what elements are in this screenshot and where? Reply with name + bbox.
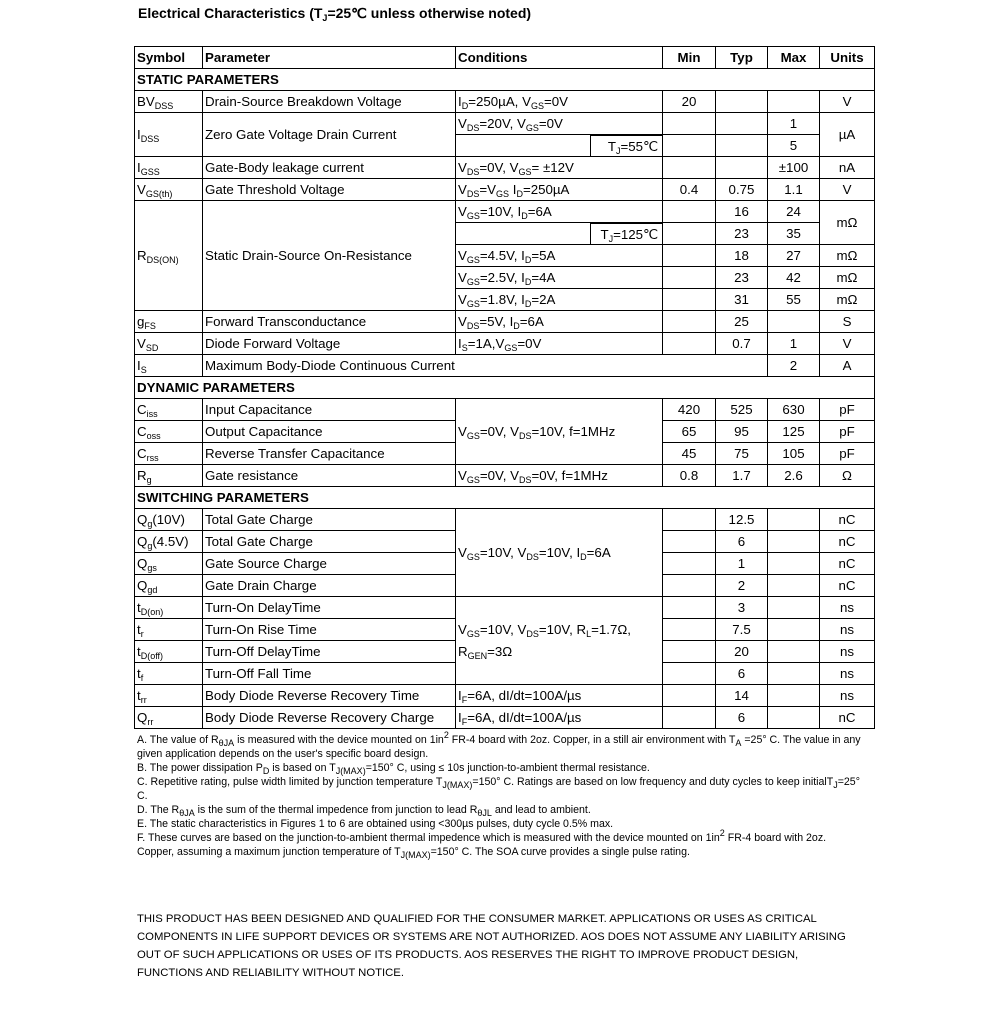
symbol-cell: $Q_{rr}$ xyxy=(135,707,203,729)
symbol-cell: $t_r$ xyxy=(135,619,203,641)
header-parameter: Parameter xyxy=(203,47,456,69)
footnote-d: D. The $R_{\theta JA}$ is the sum of the thermal impedence from junction to lead $R_{\theta JL}$ and lead to ambient. xyxy=(137,804,591,818)
symbol-cell: $Q_{gs}$ xyxy=(135,553,203,575)
conditions-cell: $V_{GS}=0V$, $V_{DS}=10V$, f=1MHz xyxy=(456,399,663,465)
parameter-cell: Gate Source Charge xyxy=(203,553,456,575)
min-cell xyxy=(663,157,716,179)
table-row xyxy=(135,355,875,377)
typ-cell xyxy=(716,113,768,135)
symbol-cell: $R_{DS(ON)}$ xyxy=(135,201,203,311)
symbol-cell: $C_{rss}$ xyxy=(135,443,203,465)
table-row xyxy=(135,399,875,421)
electrical-characteristics-table xyxy=(134,46,875,729)
typ-cell: 2 xyxy=(716,575,768,597)
parameter-cell: Total Gate Charge xyxy=(203,509,456,531)
min-cell xyxy=(663,575,716,597)
max-cell: 630 xyxy=(768,399,820,421)
typ-cell: 20 xyxy=(716,641,768,663)
section-row xyxy=(135,377,875,399)
parameter-cell: Turn-Off Fall Time xyxy=(203,663,456,685)
table-row xyxy=(135,707,875,729)
conditions-cell: $V_{GS}=0V$, $V_{DS}=0V$, f=1MHz xyxy=(456,465,663,487)
max-cell: 2 xyxy=(768,355,820,377)
units-cell: mΩ xyxy=(820,289,875,311)
min-cell xyxy=(663,289,716,311)
min-cell xyxy=(663,245,716,267)
header-units: Units xyxy=(820,47,875,69)
section-dynamic: DYNAMIC PARAMETERS xyxy=(135,377,875,399)
min-cell: 420 xyxy=(663,399,716,421)
min-cell xyxy=(663,553,716,575)
footnote-b: B. The power dissipation $P_D$ is based on $T_{J(MAX)}=150^\circ$ C, using ≤ 10s junction-to-ambient thermal resistance. xyxy=(137,762,650,776)
max-cell: 24 xyxy=(768,201,820,223)
header-conditions: Conditions xyxy=(456,47,663,69)
conditions-cell: $V_{GS}=10V$, $V_{DS}=10V$, $R_L=1.7\Omega$, $R_{GEN}=3\Omega$ xyxy=(456,597,663,685)
units-cell: mΩ xyxy=(820,267,875,289)
min-cell: 20 xyxy=(663,91,716,113)
parameter-cell: Gate resistance xyxy=(203,465,456,487)
max-cell xyxy=(768,597,820,619)
symbol-cell: $R_g$ xyxy=(135,465,203,487)
typ-cell: 31 xyxy=(716,289,768,311)
conditions-cell: $V_{DS}=V_{GS}$ $I_D=250\mu A$ xyxy=(456,179,663,201)
header-min: Min xyxy=(663,47,716,69)
conditions-cell: $V_{DS}=0V$, $V_{GS}= \pm 12V$ xyxy=(456,157,663,179)
typ-cell xyxy=(716,135,768,157)
parameter-cell: Zero Gate Voltage Drain Current xyxy=(203,113,456,157)
max-cell: ±100 xyxy=(768,157,820,179)
units-cell: nC xyxy=(820,707,875,729)
table-row xyxy=(135,685,875,707)
parameter-cell: Gate-Body leakage current xyxy=(203,157,456,179)
typ-cell: 1 xyxy=(716,553,768,575)
symbol-cell: $C_{oss}$ xyxy=(135,421,203,443)
min-cell xyxy=(663,267,716,289)
min-cell xyxy=(663,685,716,707)
units-cell: Ω xyxy=(820,465,875,487)
conditions-cell: $V_{GS}=10V$, $V_{DS}=10V$, $I_D=6A$ xyxy=(456,509,663,597)
symbol-cell: $BV_{DSS}$ xyxy=(135,91,203,113)
parameter-cell: Body Diode Reverse Recovery Time xyxy=(203,685,456,707)
max-cell: 5 xyxy=(768,135,820,157)
max-cell xyxy=(768,553,820,575)
max-cell xyxy=(768,641,820,663)
parameter-cell: Output Capacitance xyxy=(203,421,456,443)
symbol-cell: $t_{D(off)}$ xyxy=(135,641,203,663)
min-cell xyxy=(663,597,716,619)
units-cell: pF xyxy=(820,443,875,465)
conditions-cell: $V_{GS}=1.8V$, $I_D=2A$ xyxy=(456,289,663,311)
header-max: Max xyxy=(768,47,820,69)
table-row xyxy=(135,91,875,113)
conditions-cell: $I_F=6A$, dI/dt=100A/µs xyxy=(456,707,663,729)
max-cell: 42 xyxy=(768,267,820,289)
max-cell xyxy=(768,91,820,113)
conditions-cell: $V_{DS}=20V$, $V_{GS}=0V$ xyxy=(456,113,663,135)
units-cell: ns xyxy=(820,685,875,707)
typ-cell xyxy=(716,157,768,179)
typ-cell: 16 xyxy=(716,201,768,223)
min-cell xyxy=(663,707,716,729)
symbol-cell: $g_{FS}$ xyxy=(135,311,203,333)
max-cell: 1.1 xyxy=(768,179,820,201)
section-static: STATIC PARAMETERS xyxy=(135,69,875,91)
parameter-cell: Input Capacitance xyxy=(203,399,456,421)
section-row xyxy=(135,487,875,509)
typ-cell: 0.7 xyxy=(716,333,768,355)
typ-cell xyxy=(716,91,768,113)
disclaimer-text: THIS PRODUCT HAS BEEN DESIGNED AND QUALIFIED FOR THE CONSUMER MARKET. APPLICATIONS OR USES AS CRITICAL COMPONENTS IN LIFE SUPPORT DEVICES OR SYSTEMS ARE NOT AUTHORIZED. AOS DOES NOT ASSUME ANY LIABILITY ARISING OUT OF SUCH APPLICATIONS OR USES OF ITS PRODUCTS. AOS RESERVES THE RIGHT TO IMPROVE PRODUCT DESIGN, FUNCTIONS AND RELIABILITY WITHOUT NOTICE. xyxy=(137,913,846,979)
min-cell xyxy=(663,641,716,663)
parameter-cell: Diode Forward Voltage xyxy=(203,333,456,355)
table-row xyxy=(135,157,875,179)
min-cell: 0.4 xyxy=(663,179,716,201)
parameter-cell: Drain-Source Breakdown Voltage xyxy=(203,91,456,113)
symbol-cell: $Q_{gd}$ xyxy=(135,575,203,597)
units-cell: pF xyxy=(820,399,875,421)
parameter-cell: Turn-Off DelayTime xyxy=(203,641,456,663)
table-row xyxy=(135,333,875,355)
min-cell xyxy=(663,201,716,223)
typ-cell: 525 xyxy=(716,399,768,421)
typ-cell: 6 xyxy=(716,663,768,685)
symbol-cell: $t_f$ xyxy=(135,663,203,685)
conditions-cell xyxy=(456,223,663,245)
conditions-cell: $V_{GS}=4.5V$, $I_D=5A$ xyxy=(456,245,663,267)
max-cell: 125 xyxy=(768,421,820,443)
symbol-cell: $Q_g(4.5V)$ xyxy=(135,531,203,553)
max-cell xyxy=(768,509,820,531)
typ-cell: 3 xyxy=(716,597,768,619)
max-cell xyxy=(768,707,820,729)
section-switching: SWITCHING PARAMETERS xyxy=(135,487,875,509)
min-cell xyxy=(663,333,716,355)
max-cell xyxy=(768,531,820,553)
typ-cell: 18 xyxy=(716,245,768,267)
symbol-cell: $I_S$ xyxy=(135,355,203,377)
typ-cell: 0.75 xyxy=(716,179,768,201)
max-cell xyxy=(768,685,820,707)
typ-cell: 7.5 xyxy=(716,619,768,641)
typ-cell: 1.7 xyxy=(716,465,768,487)
conditions-cell: $I_F=6A$, dI/dt=100A/µs xyxy=(456,685,663,707)
units-cell: ns xyxy=(820,663,875,685)
max-cell: 105 xyxy=(768,443,820,465)
symbol-cell: $t_{rr}$ xyxy=(135,685,203,707)
table-row xyxy=(135,311,875,333)
max-cell: 1 xyxy=(768,113,820,135)
parameter-cell: Forward Transconductance xyxy=(203,311,456,333)
footnote-f: F. These curves are based on the junction-to-ambient thermal impedence which is measured with the device mounted on $1in^2$ FR-4 board with 2oz. Copper, assuming a maximum junction temperature of $T_{J(MAX)}=150^\circ$ C. The SOA curve provides a single pulse rating. xyxy=(137,828,827,860)
typ-cell: 14 xyxy=(716,685,768,707)
max-cell xyxy=(768,619,820,641)
min-cell xyxy=(663,509,716,531)
typ-cell: 6 xyxy=(716,707,768,729)
max-cell xyxy=(768,663,820,685)
symbol-cell: $V_{GS(th)}$ xyxy=(135,179,203,201)
typ-cell: 23 xyxy=(716,267,768,289)
typ-cell: 12.5 xyxy=(716,509,768,531)
parameter-cell: Body Diode Reverse Recovery Charge xyxy=(203,707,456,729)
max-cell xyxy=(768,311,820,333)
min-cell xyxy=(663,619,716,641)
section-row xyxy=(135,69,875,91)
units-cell: nC xyxy=(820,509,875,531)
table-row xyxy=(135,201,875,223)
max-cell xyxy=(768,575,820,597)
units-cell: nA xyxy=(820,157,875,179)
units-cell: V xyxy=(820,333,875,355)
units-cell: ns xyxy=(820,597,875,619)
min-cell: 65 xyxy=(663,421,716,443)
conditions-cell: $V_{GS}=2.5V$, $I_D=4A$ xyxy=(456,267,663,289)
units-cell: ns xyxy=(820,619,875,641)
footnote-a: A. The value of $R_{\theta JA}$ is measured with the device mounted on $1in^2$ FR-4 board with 2oz. Copper, in a still air environment with $T_A =25^\circ$ C. The value in any given application depends on the user's specific board design. xyxy=(137,730,861,760)
symbol-cell: $V_{SD}$ xyxy=(135,333,203,355)
typ-cell: 6 xyxy=(716,531,768,553)
table-row xyxy=(135,113,875,135)
temp-condition: $T_J=125℃$ xyxy=(591,224,663,245)
units-cell: pF xyxy=(820,421,875,443)
conditions-cell: $V_{GS}=10V$, $I_D=6A$ xyxy=(456,201,663,223)
units-cell: V xyxy=(820,179,875,201)
page-title: Electrical Characteristics ($T_J=25℃$ unless otherwise noted) xyxy=(138,5,532,23)
conditions-cell: $I_S=1A,V_{GS}=0V$ xyxy=(456,333,663,355)
units-cell: V xyxy=(820,91,875,113)
typ-cell: 23 xyxy=(716,223,768,245)
min-cell xyxy=(663,311,716,333)
parameter-cell: Gate Drain Charge xyxy=(203,575,456,597)
conditions-cell: $V_{DS}=5V$, $I_D=6A$ xyxy=(456,311,663,333)
parameter-cell: Maximum Body-Diode Continuous Current xyxy=(203,355,768,377)
footnote-e: E. The static characteristics in Figures 1 to 6 are obtained using <300µs pulses, duty cycle 0.5% max. xyxy=(137,818,614,830)
footnotes xyxy=(137,730,862,860)
symbol-cell: $I_{DSS}$ xyxy=(135,113,203,157)
min-cell: 0.8 xyxy=(663,465,716,487)
max-cell: 55 xyxy=(768,289,820,311)
max-cell: 2.6 xyxy=(768,465,820,487)
symbol-cell: $C_{iss}$ xyxy=(135,399,203,421)
typ-cell: 25 xyxy=(716,311,768,333)
min-cell: 45 xyxy=(663,443,716,465)
units-cell: A xyxy=(820,355,875,377)
symbol-cell: $Q_g(10V)$ xyxy=(135,509,203,531)
conditions-cell xyxy=(456,135,663,157)
symbol-cell: $I_{GSS}$ xyxy=(135,157,203,179)
table-row xyxy=(135,597,875,619)
units-cell: nC xyxy=(820,553,875,575)
typ-cell: 75 xyxy=(716,443,768,465)
header-typ: Typ xyxy=(716,47,768,69)
units-cell: mΩ xyxy=(820,245,875,267)
min-cell xyxy=(663,663,716,685)
typ-cell: 95 xyxy=(716,421,768,443)
units-cell: nC xyxy=(820,531,875,553)
header-row xyxy=(135,47,875,69)
conditions-cell: $I_D=250\mu A$, $V_{GS}=0V$ xyxy=(456,91,663,113)
parameter-cell: Total Gate Charge xyxy=(203,531,456,553)
max-cell: 35 xyxy=(768,223,820,245)
units-cell: nC xyxy=(820,575,875,597)
min-cell xyxy=(663,223,716,245)
parameter-cell: Reverse Transfer Capacitance xyxy=(203,443,456,465)
temp-condition: $T_J=55℃$ xyxy=(591,136,663,157)
table-row xyxy=(135,179,875,201)
parameter-cell: Static Drain-Source On-Resistance xyxy=(203,201,456,311)
min-cell xyxy=(663,531,716,553)
table-row xyxy=(135,465,875,487)
min-cell xyxy=(663,113,716,135)
symbol-cell: $t_{D(on)}$ xyxy=(135,597,203,619)
header-symbol: Symbol xyxy=(135,47,203,69)
table-row xyxy=(135,509,875,531)
max-cell: 27 xyxy=(768,245,820,267)
parameter-cell: Turn-On DelayTime xyxy=(203,597,456,619)
units-cell: ns xyxy=(820,641,875,663)
max-cell: 1 xyxy=(768,333,820,355)
footnote-c: C. Repetitive rating, pulse width limited by junction temperature $T_{J(MAX)}=150^\circ$ C. Ratings are based on low frequency and duty cycles to keep initialT$_J$=25° C. xyxy=(137,776,860,802)
units-cell: mΩ xyxy=(820,201,875,245)
parameter-cell: Gate Threshold Voltage xyxy=(203,179,456,201)
parameter-cell: Turn-On Rise Time xyxy=(203,619,456,641)
units-cell: µA xyxy=(820,113,875,157)
min-cell xyxy=(663,135,716,157)
units-cell: S xyxy=(820,311,875,333)
